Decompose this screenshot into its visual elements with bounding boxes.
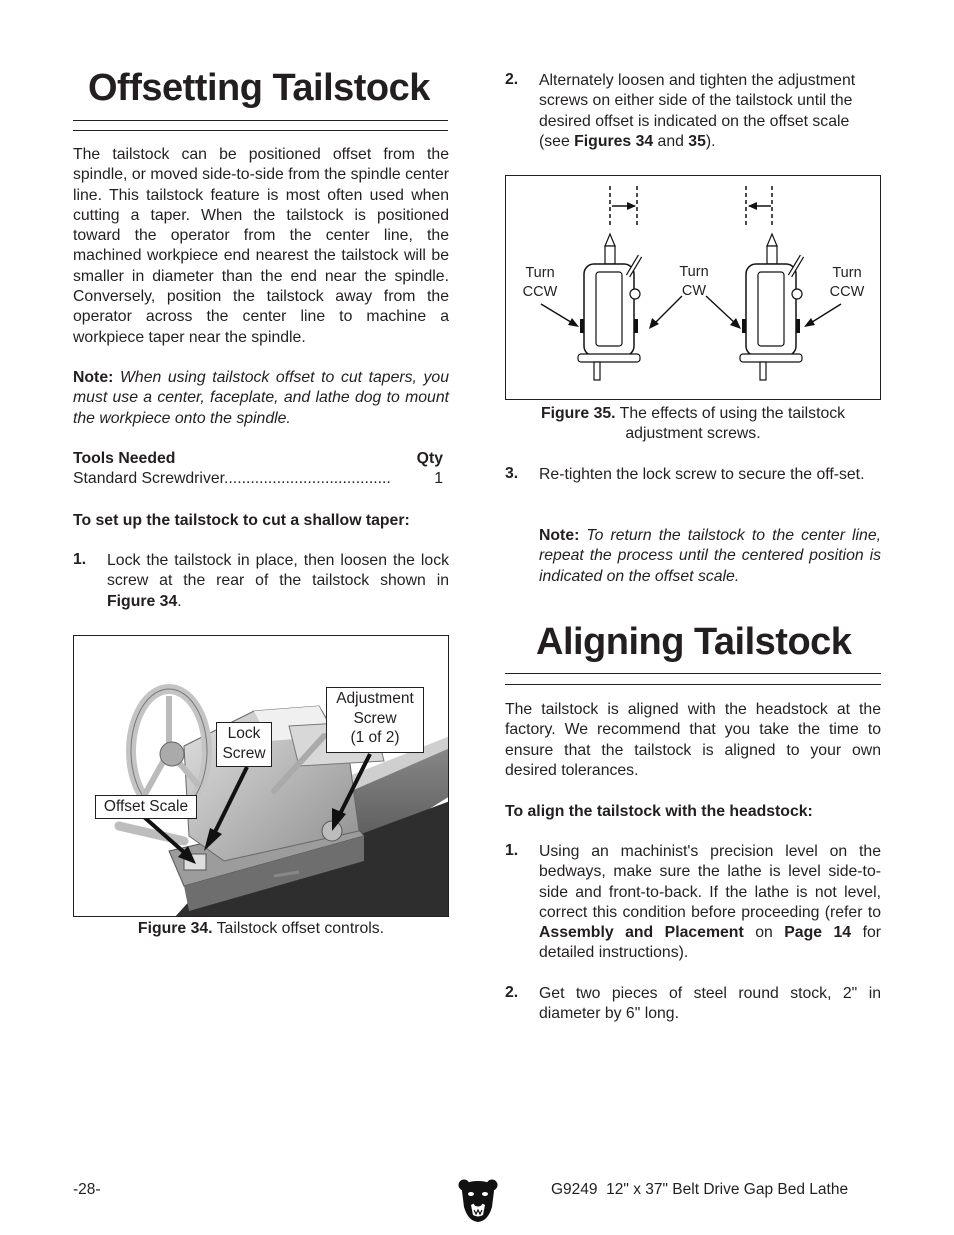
step2-ref-35: 35 (688, 132, 706, 150)
step2-and: and (657, 132, 684, 150)
step1-text (107, 551, 449, 612)
tool-row (73, 470, 443, 488)
step1-body: Lock the tailstock in place, then loosen the lock screw at the rear of the tailstock shown in (107, 552, 449, 590)
align-intro-paragraph: The tailstock is aligned with the headstock at the factory. We recommend that you take the time to ensure that the tailstock is aligned to your own desired tolerances. (505, 701, 881, 779)
note-paragraph (73, 368, 449, 429)
figure-34-photo (73, 635, 449, 917)
figure-34-caption-text: Tailstock offset controls. (216, 920, 385, 937)
tool-dot-leader: ...................................... (224, 470, 391, 487)
tools-header-label: Tools Needed (73, 450, 176, 467)
align-step1-ref-assembly: Assembly and Placement (539, 924, 744, 942)
setup-heading: To set up the tailstock to cut a shallow taper: (73, 512, 410, 529)
note-label: Note: (73, 369, 114, 386)
step2-body: Alternately loosen and tighten the adjustment screws on either side of the tailstock until the desired offset is indicated on the offset scale (see (539, 72, 856, 150)
callout-offset-scale: Offset Scale (95, 795, 197, 819)
step3-number: 3. (505, 465, 519, 482)
callout-lock-screw: Lock Screw (216, 722, 272, 767)
step2-text (539, 71, 881, 152)
right-tailstock-drawing (740, 186, 802, 380)
intro-paragraph: The tailstock can be positioned offset from the spindle, or moved side-to-side from the spindle center line. This tailstock feature is most often used when cutting a taper. When the tailstock is positioned toward the operator from the center line, the machined workpiece end nearest the tailstock will be smaller in diameter than the end near the spindle. Conversely, position the tailstock away from the operator across the center line to machine a workpiece taper near the spindle. (73, 146, 449, 346)
qty-header-label: Qty (416, 450, 443, 467)
figure-34-caption-label: Figure 34. (137, 920, 213, 937)
step3-note-label: Note: (539, 527, 580, 544)
align-heading: To align the tailstock with the headstock: (505, 803, 813, 820)
step1-end: . (177, 592, 182, 610)
step3-note (539, 526, 881, 587)
figure-35-diagram (505, 175, 881, 400)
footer-logo (458, 1177, 498, 1223)
align-step1-number: 1. (505, 842, 519, 859)
bear-head-logo-icon (458, 1177, 498, 1223)
step1-number: 1. (73, 551, 87, 568)
step1-figure-ref: Figure 34 (107, 592, 178, 610)
align-step1-body: Using an machinist's precision level on the bedways, make sure the lathe is level side-to-side and front-to-back. If the lathe is not level, correct this condition before proceeding (refer to (539, 843, 881, 921)
page-number: -28- (73, 1181, 101, 1198)
title2-rule-top (505, 673, 881, 674)
figure-34-caption (73, 919, 449, 939)
left-tailstock-drawing (578, 186, 640, 380)
note-text: When using tailstock offset to cut tapers, you must use a center, faceplate, and lathe dog to mount the workpiece onto the spindle. (73, 369, 450, 427)
step2-number: 2. (505, 71, 519, 88)
step2-ref-figures-34: Figures 34 (574, 132, 654, 150)
step3-note-text: To return the tailstock to the center line, repeat the process until the centered position is indicated on the offset scale. (539, 527, 882, 585)
title2-rule-bottom (505, 684, 881, 685)
figure-35-caption-label: Figure 35. (540, 405, 616, 422)
tool-name: Standard Screwdriver (73, 470, 225, 487)
title-rule-bottom (73, 130, 448, 131)
tailstock-photo-illustration (74, 636, 449, 917)
align-step1-end: for detailed instructions). (539, 924, 881, 962)
align-step1-ref-page: Page 14 (784, 924, 852, 942)
figure-35-caption (505, 404, 881, 445)
step2-end: ). (705, 132, 716, 150)
figure-35-caption-text: The effects of using the tailstock adjustment screws. (619, 405, 846, 443)
tools-needed-header (73, 450, 443, 468)
tool-qty: 1 (431, 470, 443, 488)
label-turn-ccw-right: Turn CCW (829, 265, 865, 300)
section-title-offsetting: Offsetting Tailstock (88, 67, 430, 109)
step3-text: Re-tighten the lock screw to secure the off-set. (539, 466, 865, 483)
footer-model-text: G9249 12" x 37" Belt Drive Gap Bed Lathe (551, 1181, 849, 1198)
label-turn-cw: Turn CW (679, 264, 709, 299)
callout-adjustment-screw: Adjustment Screw (1 of 2) (326, 687, 424, 753)
section-title-aligning: Aligning Tailstock (536, 621, 852, 663)
align-step1-on: on (755, 924, 773, 942)
label-turn-ccw-left: Turn CCW (522, 265, 558, 300)
title-rule-top (73, 120, 448, 121)
align-step1-text (539, 842, 881, 964)
align-step2-number: 2. (505, 984, 519, 1001)
align-step2-text: Get two pieces of steel round stock, 2" in diameter by 6" long. (539, 985, 881, 1023)
